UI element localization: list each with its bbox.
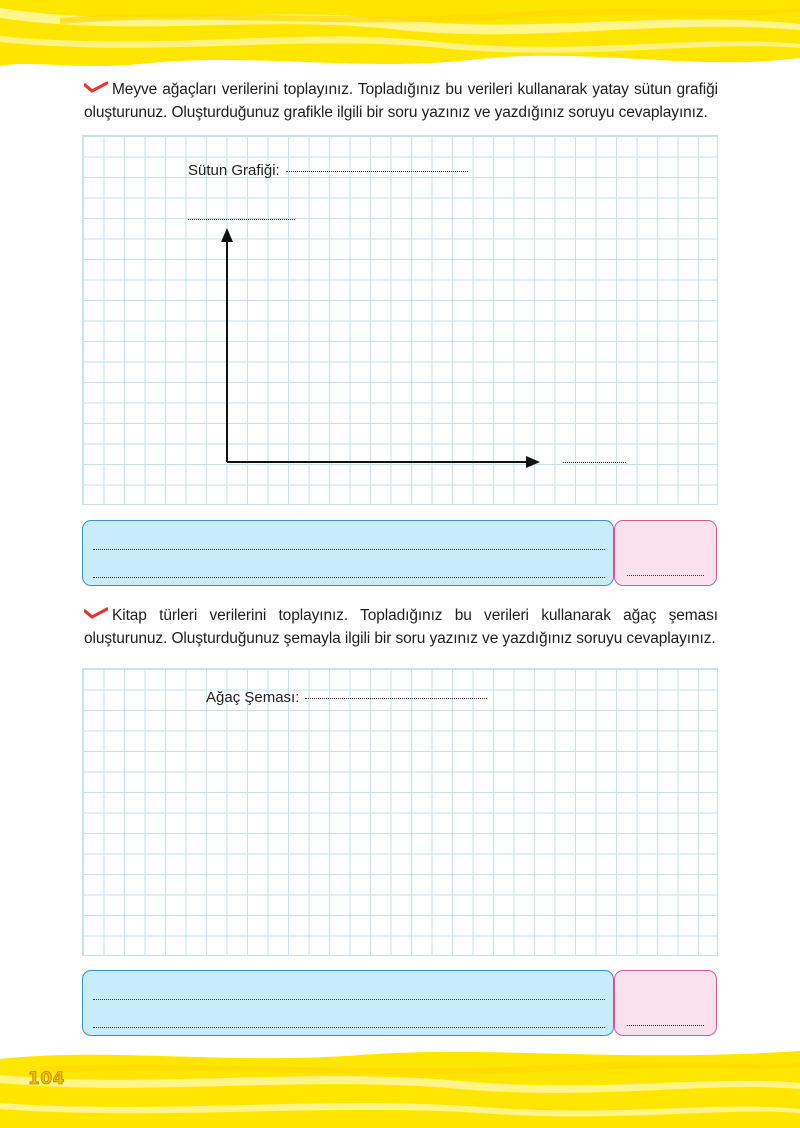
bar-chart-title-blank[interactable] [286,171,468,172]
chart-axes [215,226,545,472]
y-axis-label-blank[interactable] [188,219,295,220]
page-number: 104 [28,1069,65,1089]
question-line[interactable] [93,549,605,550]
x-axis-label-blank[interactable] [563,462,626,463]
question-box-1[interactable] [82,520,614,586]
red-checkmark-icon [84,81,108,93]
top-banner [0,0,800,80]
question-line[interactable] [93,1027,605,1028]
question-line[interactable] [93,999,605,1000]
answer-box-2[interactable] [614,970,717,1036]
instruction-1 [84,78,718,124]
answer-line[interactable] [627,575,704,576]
red-checkmark-icon [84,607,108,619]
question-box-2[interactable] [82,970,614,1036]
instruction-2 [84,604,718,650]
tree-diagram-title-text: Ağaç Şeması: [206,689,300,706]
bar-chart-title-label [188,162,468,179]
answer-box-1[interactable] [614,520,717,586]
answer-line[interactable] [627,1025,704,1026]
tree-diagram-grid[interactable] [82,668,718,956]
x-axis-arrow-icon [526,456,540,468]
bottom-banner [0,1045,800,1128]
bar-chart-title-text: Sütun Grafiği: [188,162,280,179]
instruction-2-text: Kitap türleri verilerini toplayınız. Topladığınız bu verileri kullanarak ağaç şeması oluşturunuz. Oluşturduğunuz şemayla ilgili bir soru yazınız ve yazdığınız soruyu cevaplayınız. [84,607,718,647]
tree-diagram-title-blank[interactable] [305,698,487,699]
y-axis-arrow-icon [221,228,233,242]
question-line[interactable] [93,577,605,578]
instruction-1-text: Meyve ağaçları verilerini toplayınız. Topladığınız bu verileri kullanarak yatay sütun grafiği oluşturunuz. Oluşturduğunuz grafikle ilgili bir soru yazınız ve yazdığınız soruyu cevaplayınız. [84,81,718,121]
tree-diagram-title-label [206,689,487,706]
